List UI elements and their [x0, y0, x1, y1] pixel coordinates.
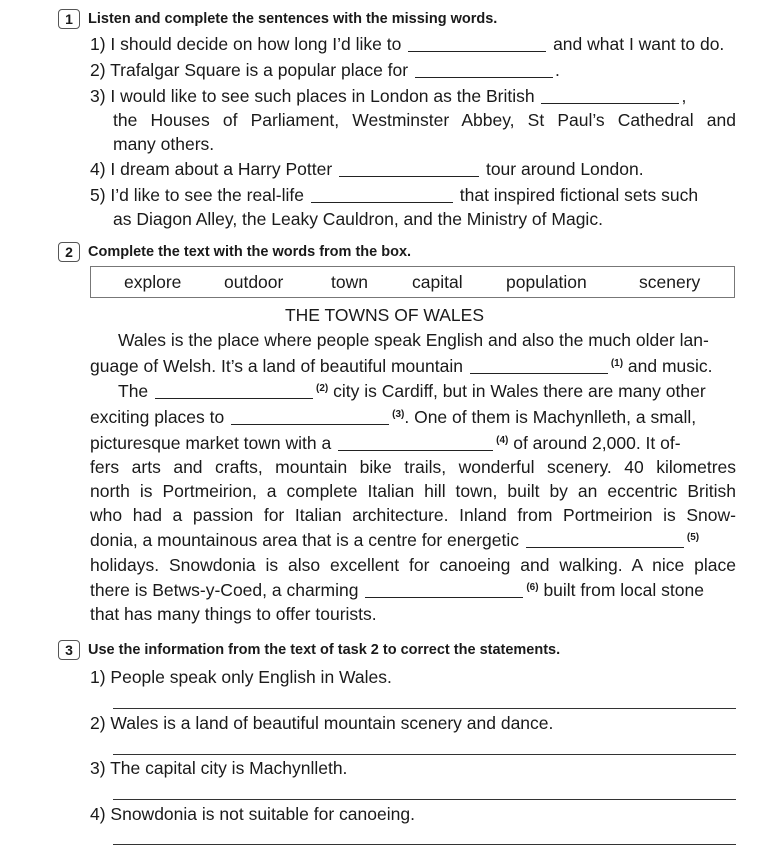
answer-line-3[interactable] — [113, 799, 736, 800]
task-2-instruction: Complete the text with the words from the box. — [88, 244, 412, 260]
statement-4: 4) Snowdonia is not suitable for canoeing. — [90, 804, 415, 824]
sentence-3-end: many others. — [113, 134, 215, 154]
word-capital: capital — [412, 271, 463, 292]
blank-field[interactable] — [541, 103, 679, 104]
word-population: population — [506, 271, 587, 292]
sentence-4: 4) I dream about a Harry Potter tour around London. — [90, 159, 644, 179]
sentence-5-cont: as Diagon Alley, the Leaky Cauldron, and the Ministry of Magic. — [113, 209, 603, 229]
blank-field[interactable] — [311, 202, 453, 203]
task-1-instruction: Listen and complete the sentences with the missing words. — [88, 11, 498, 27]
text-line-9: donia, a mountainous area that is a centre for energetic $^{(5)}$ — [90, 530, 700, 550]
task-1-header — [58, 9, 497, 29]
blank-field[interactable] — [415, 77, 553, 78]
text-line-1: Wales is the place where people speak English and also the much older lan- — [118, 330, 709, 350]
text-line-6: fers arts and crafts, mountain bike trails, wonderful scenery. 40 kilometres — [90, 457, 736, 477]
blank-field[interactable] — [408, 51, 546, 52]
blank-field[interactable] — [339, 176, 479, 177]
text-title: THE TOWNS OF WALES — [284, 305, 484, 325]
task-3-header — [58, 640, 560, 660]
blank-field[interactable] — [338, 450, 493, 451]
statement-1: 1) People speak only English in Wales. — [90, 667, 392, 687]
word-box — [90, 266, 735, 298]
sentence-2: 2) Trafalgar Square is a popular place for . — [90, 60, 560, 80]
word-scenery: scenery — [639, 271, 701, 292]
blank-field[interactable] — [526, 547, 684, 548]
answer-line-2[interactable] — [113, 754, 736, 755]
blank-field[interactable] — [470, 373, 608, 374]
word-outdoor: outdoor — [224, 271, 284, 292]
text-line-12: that has many things to offer tourists. — [90, 604, 377, 624]
text-line-5: picturesque market town with a $^{(4)}$ of around 2,000. It of- — [90, 433, 681, 453]
text-line-2: guage of Welsh. It’s a land of beautiful mountain $^{(1)}$ and music. — [90, 356, 713, 376]
task-2-header — [58, 242, 411, 262]
text-line-8: who had a passion for Italian architecture. Inland from Portmeirion is Snow- — [90, 505, 736, 525]
blank-field[interactable] — [231, 424, 389, 425]
answer-line-1[interactable] — [113, 708, 736, 709]
sentence-3: 3) I would like to see such places in London as the British , — [90, 86, 687, 106]
task-2-number: 2 — [58, 242, 80, 262]
text-line-7: north is Portmeirion, a complete Italian hill town, built by an eccentric British — [90, 481, 736, 501]
answer-line-4[interactable] — [113, 844, 736, 845]
text-line-4: exciting places to $^{(3)}$. One of them is Machynlleth, a small, — [90, 407, 697, 427]
word-town: town — [331, 271, 368, 292]
task-3-instruction: Use the information from the text of task 2 to correct the statements. — [88, 642, 561, 658]
task-3-number: 3 — [58, 640, 80, 660]
text-line-10: holidays. Snowdonia is also excellent for canoeing and walking. A nice place — [90, 555, 736, 575]
sentence-3-cont: the Houses of Parliament, Westminster Abbey, St Paul’s Cathedral and — [113, 110, 736, 130]
text-line-3: The $^{(2)}$ city is Cardiff, but in Wales there are many other — [118, 381, 706, 401]
text-line-11: there is Betws-y-Coed, a charming $^{(6)}$ built from local stone — [90, 580, 704, 600]
word-explore: explore — [124, 271, 182, 292]
blank-field[interactable] — [155, 398, 313, 399]
statement-3: 3) The capital city is Machynlleth. — [90, 758, 348, 778]
statement-2: 2) Wales is a land of beautiful mountain scenery and dance. — [90, 713, 554, 733]
blank-field[interactable] — [365, 597, 523, 598]
sentence-5: 5) I’d like to see the real-life that inspired fictional sets such — [90, 185, 699, 205]
sentence-1: 1) I should decide on how long I’d like to and what I want to do. — [90, 34, 725, 54]
task-1-number: 1 — [58, 9, 80, 29]
